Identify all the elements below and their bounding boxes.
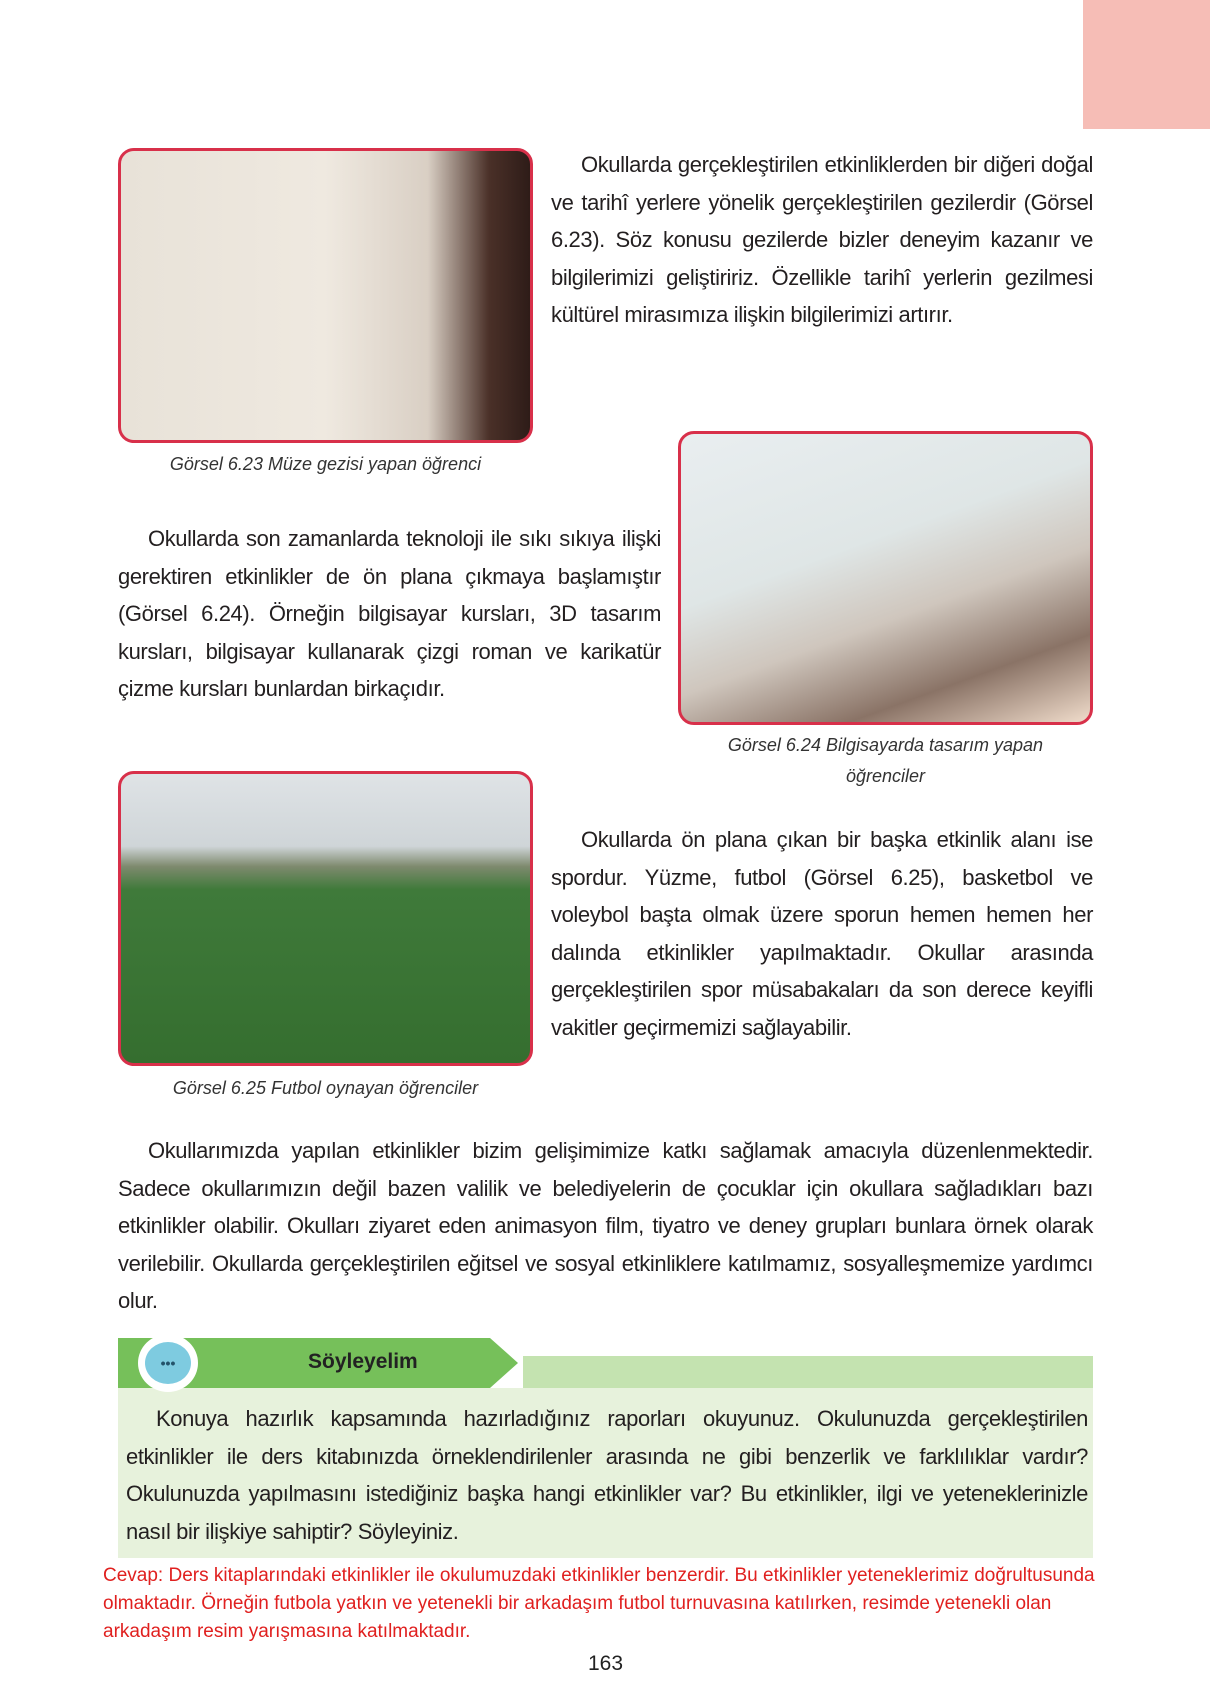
- computer-class-photo: [678, 431, 1093, 725]
- activity-title: Söyleyelim: [308, 1349, 418, 1373]
- caption-line: öğrenciler: [845, 766, 926, 786]
- paragraph-text: Okullarımızda yapılan etkinlikler bizim gelişimimize katkı sağlamak amacıyla düzenlenmektedir. Sadece okullarımızın değil bazen valilik ve belediyelerin de çocuklar için okullara sağladıkları bazı etkinlikler olabilir. Okulları ziyaret eden animasyon film, tiyatro ve deney grupları bunlara örnek olarak verilebilir. Okullarda gerçekleştirilen eğitsel ve sosyal etkinliklere katılmamız, sosyalleşmemize yardımcı olur.: [118, 1138, 1093, 1314]
- museum-photo: [118, 148, 533, 443]
- paragraph-text: Okullarda ön plana çıkan bir başka etkinlik alanı ise spordur. Yüzme, futbol (Görsel 6.25), basketbol ve voleybol başta olmak üzere sporun hemen hemen her dalında etkinlikler yapılmaktadır. Okullar arasında gerçekleştirilen spor müsabakaları da son derece keyifli vakitler geçirmemizi sağlayabilir.: [551, 827, 1093, 1040]
- paragraph-4: [118, 1132, 1093, 1320]
- bubble-dots: •••: [145, 1342, 191, 1384]
- paragraph-text: Okullarda gerçekleştirilen etkinliklerden bir diğeri doğal ve tarihî yerlere yönelik gerçekleştirilen gezilerdir (Görsel 6.23). Söz konusu gezilerde bizler deneyim kazanır ve bilgilerimizi geliştiririz. Özellikle tarihî yerlerin gezilmesi kültürel mirasımıza ilişkin bilgilerimizi artırır.: [551, 152, 1093, 328]
- activity-box: [118, 1388, 1093, 1558]
- figure-caption: [678, 730, 1093, 792]
- banner-bar-light: [523, 1356, 1093, 1388]
- paragraph-1: [551, 146, 1093, 334]
- football-photo: [118, 771, 533, 1066]
- speech-bubble-icon: [138, 1334, 198, 1392]
- lower-section: [103, 1132, 1095, 1676]
- paragraph-text: Okullarda son zamanlarda teknoloji ile sıkı sıkıya ilişki gerektiren etkinlikler de ön plana çıkmaya başlamıştır (Görsel 6.24). Örneğin bilgisayar kursları, 3D tasarım kursları, bilgisayar kullanarak çizgi roman ve karikatür çizme kursları bunlardan birkaçıdır.: [118, 526, 661, 702]
- activity-question: Konuya hazırlık kapsamında hazırladığınız raporları okuyunuz. Okulunuzda gerçekleştirilen etkinlikler ile ders kitabınızda örneklendirilenler arasında ne gibi benzerlik ve farklılıklar vardır? Okulunuzda yapılmasını istediğiniz başka hangi etkinlikler var? Bu etkinlikler, ilgi ve yeteneklerinizle nasıl bir ilişkiye sahiptir? Söyleyiniz.: [126, 1405, 1088, 1544]
- page-number: 163: [587, 1652, 624, 1676]
- activity-banner: [118, 1338, 1093, 1388]
- figure-caption: Görsel 6.23 Müze gezisi yapan öğrenci: [169, 454, 482, 474]
- chapter-tab: [1083, 0, 1210, 129]
- paragraph-3: [551, 821, 1093, 1047]
- paragraph-2: [118, 520, 661, 708]
- caption-line: Görsel 6.24 Bilgisayarda tasarım yapan: [727, 735, 1044, 755]
- figure-caption: Görsel 6.25 Futbol oynayan öğrenciler: [172, 1078, 479, 1098]
- activity-text: [126, 1400, 1088, 1550]
- answer-text: Cevap: Ders kitaplarındaki etkinlikler ile okulumuzdaki etkinlikler benzerdir. Bu etkinlikler yeteneklerimiz doğrultusunda olmaktadır. Örneğin futbola yatkın ve yetenekli bir arkadaşım futbol turnuvasına katılırken, resimde yetenekli olan arkadaşım resim yarışmasına katılmaktadır.: [103, 1565, 1095, 1643]
